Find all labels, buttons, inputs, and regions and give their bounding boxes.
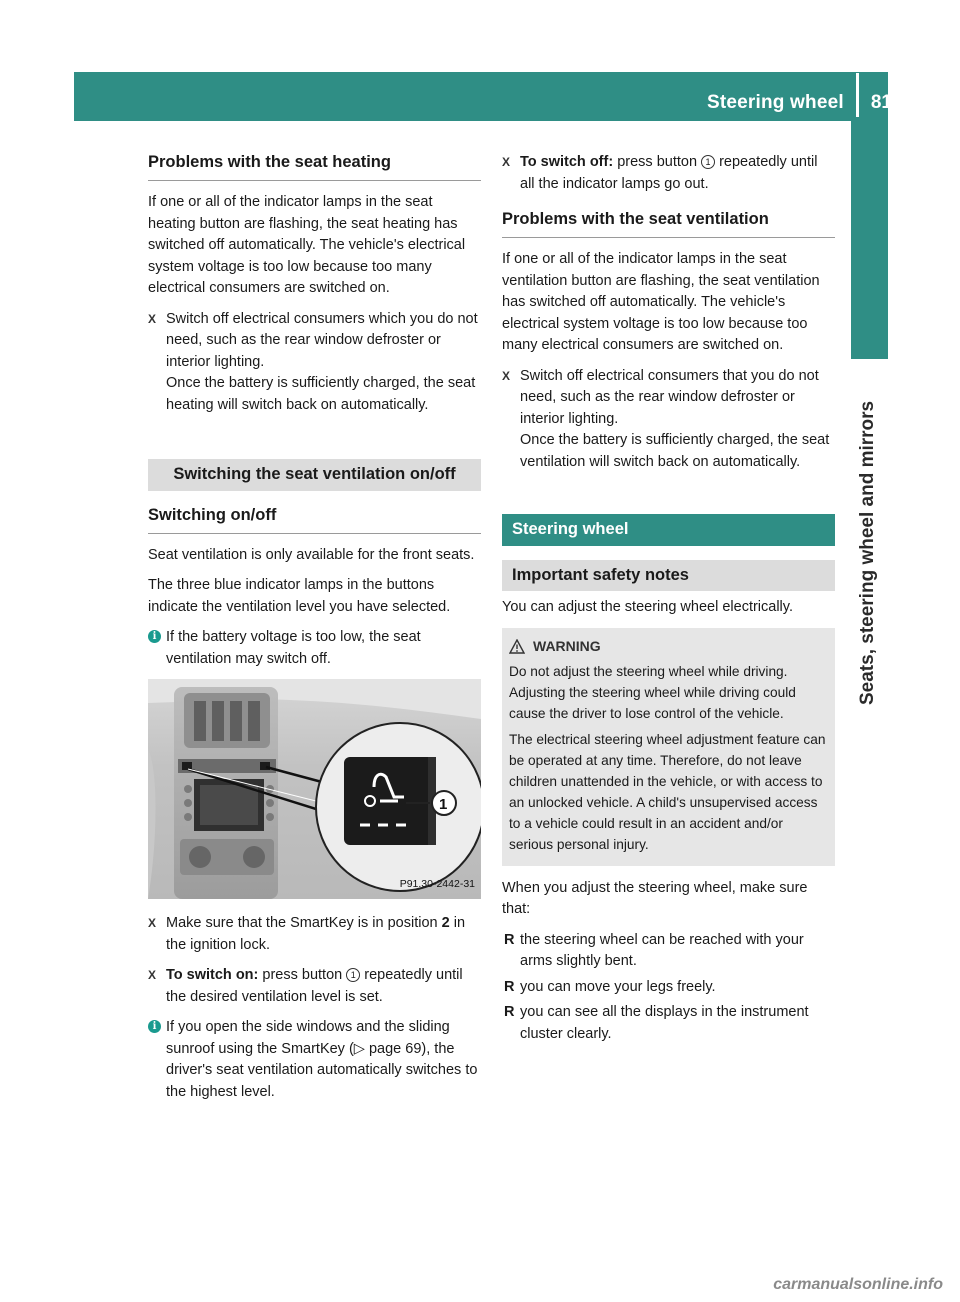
header-divider xyxy=(856,73,859,117)
info-note: i If you open the side windows and the sliding sunroof using the SmartKey (▷ page 69), the driver's seat ventilation automatically switches to the highest level. xyxy=(148,1017,481,1103)
paragraph: Seat ventilation is only available for the front seats. xyxy=(148,546,475,563)
image-callout-marker: 1 xyxy=(439,796,448,813)
requirements-list xyxy=(502,930,835,1046)
step-arrow-icon: X xyxy=(502,155,511,169)
instruction-step: X Switch off electrical consumers that you do not need, such as the rear window defroster or interior lighting. Once the battery is sufficiently charged, the seat ventilation will switch back on automatically. xyxy=(502,367,830,470)
step-result: Once the battery is sufficiently charged, the seat heating will switch back on automatically. xyxy=(166,375,476,413)
section-heading-seat-ventilation: Problems with the seat ventilation xyxy=(502,209,835,238)
right-column xyxy=(502,152,835,1049)
info-icon: i xyxy=(148,1020,161,1033)
page-header xyxy=(707,88,892,118)
subsection-heading: Switching on/off xyxy=(148,505,481,534)
instruction-step: X To switch on: press button 1 repeatedly until the desired ventilation level is set. xyxy=(148,967,463,1005)
page-title: Steering wheel xyxy=(706,92,844,113)
step-arrow-icon: X xyxy=(502,368,511,383)
warning-text: The electrical steering wheel adjustment feature can be operated at any time. Therefore, do not leave children unattended in the vehicle, or with access to an unlocked vehicle. A child's unsupervised access to a vehicle could result in an accident and/or serious personal injury. xyxy=(509,731,826,852)
info-note: i If the battery voltage is too low, the seat ventilation may switch off. xyxy=(148,627,481,670)
section-band-seat-ventilation: Switching the seat ventilation on/off xyxy=(148,459,481,491)
instruction-step: X Make sure that the SmartKey is in position 2 in the ignition lock. xyxy=(148,915,466,953)
section-band-safety-notes: Important safety notes xyxy=(502,560,835,592)
warning-triangle-icon xyxy=(509,639,525,654)
step-arrow-icon: X xyxy=(148,311,157,326)
dashboard-photo xyxy=(148,679,481,899)
page-number: 81 xyxy=(870,92,892,113)
list-item: R the steering wheel can be reached with your arms slightly bent. xyxy=(504,931,804,969)
paragraph: If one or all of the indicator lamps in the seat ventilation button are flashing, the seat ventilation has switched off automatically. The vehicle's electrical system voltage is too low because too many electrical consumers are switched on. xyxy=(502,251,820,353)
warning-text: Do not adjust the steering wheel while driving. Adjusting the steering wheel while driving could cause the driver to lose control of the vehicle. xyxy=(509,663,796,721)
list-item: R you can move your legs freely. xyxy=(504,978,716,995)
step-result: Once the battery is sufficiently charged, the seat ventilation will switch back on automatically. xyxy=(520,432,830,470)
paragraph: If one or all of the indicator lamps in the seat heating button are flashing, the seat heating has switched off automatically. The vehicle's electrical system voltage is too low because too many electrical consumers are switched on. xyxy=(148,194,466,296)
paragraph: You can adjust the steering wheel electrically. xyxy=(502,599,793,615)
dashboard-illustration xyxy=(148,679,481,899)
instruction-step: X To switch off: press button 1 repeatedly until all the indicator lamps go out. xyxy=(502,154,818,192)
button-marker-icon: 1 xyxy=(701,155,715,169)
step-arrow-icon: X xyxy=(148,916,157,930)
info-icon: i xyxy=(148,630,161,643)
warning-box xyxy=(502,628,835,866)
instruction-step: X Switch off electrical consumers which you do not need, such as the rear window defroster or interior lighting. Once the battery is sufficiently charged, the seat heating will switch back on automatically. xyxy=(148,310,478,413)
button-marker-icon: 1 xyxy=(346,968,360,982)
page-reference-link[interactable]: (▷ page 69) xyxy=(348,1040,427,1057)
image-code: P91.30-2442-31 xyxy=(399,877,475,890)
watermark: carmanualsonline.info xyxy=(773,1276,943,1293)
section-heading-seat-heating: Problems with the seat heating xyxy=(148,152,481,181)
warning-label: WARNING xyxy=(533,637,601,654)
paragraph: The three blue indicator lamps in the buttons indicate the ventilation level you have selected. xyxy=(148,577,451,615)
step-arrow-icon: X xyxy=(148,968,157,982)
chapter-label: Seats, steering wheel and mirrors xyxy=(857,400,878,705)
chapter-tab xyxy=(851,121,888,359)
section-band-steering-wheel: Steering wheel xyxy=(502,514,835,546)
left-column xyxy=(148,152,481,1112)
paragraph: When you adjust the steering wheel, make sure that: xyxy=(502,879,808,917)
list-item: R you can see all the displays in the instrument cluster clearly. xyxy=(504,1004,809,1042)
